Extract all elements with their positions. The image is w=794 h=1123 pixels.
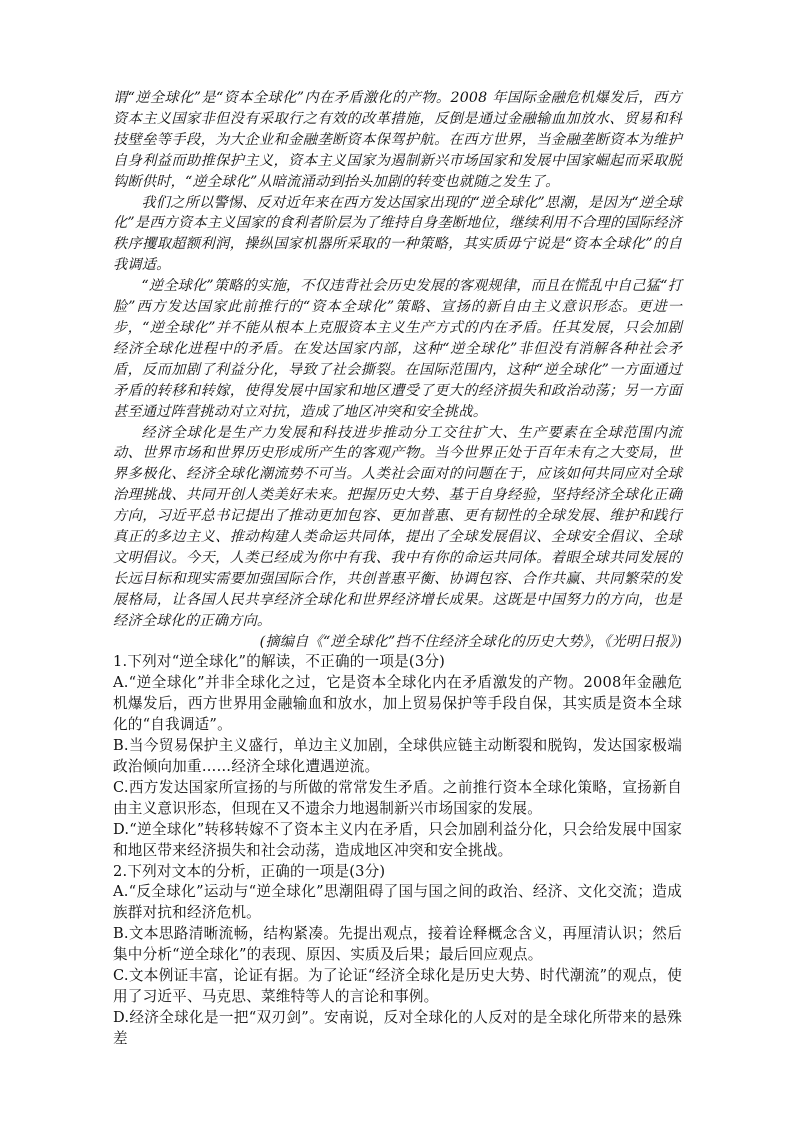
reading-passage [113,88,682,652]
passage-paragraph-4: 经济全球化是生产力发展和科技进步推动分工交往扩大、生产要素在全球范围内流动、世界市场和世界历史形成所产生的客观产物。当今世界正处于百年未有之大变局，世界多极化、经济全球化潮流势不可当。人类社会面对的问题在于，应该如何共同应对全球治理挑战、共同开创人类美好未来。把握历史大势、基于自身经验，坚持经济全球化正确方向，习近平总书记提出了推动更加包容、更加普惠、更有韧性的全球发展、维护和践行真正的多边主义、推动构建人类命运共同体，提出了全球发展倡议、全球安全倡议、全球文明倡议。今天，人类已经成为你中有我、我中有你的命运共同体。着眼全球共同发展的长远目标和现实需要加强国际合作，共创普惠平衡、协调包容、合作共赢、共同繁荣的发展格局，让各国人民共享经济全球化和世界经济增长成果。这既是中国努力的方向，也是经济全球化的正确方向。 [113,424,682,629]
question-2-option-d: D.经济全球化是一把“双刃剑”。安南说，反对全球化的人反对的是全球化所带来的悬殊差 [113,1008,682,1047]
passage-attribution: (摘编自《“逆全球化”挡不住经济全球化的历史大势》，《光明日报》) [259,633,682,650]
question-1-option-c: C.西方发达国家所宣扬的与所做的常常发生矛盾。之前推行资本全球化策略，宣扬新自由主义意识形态，但现在又不遗余力地遏制新兴市场国家的发展。 [113,778,682,817]
passage-paragraph-3: “逆全球化”策略的实施，不仅违背社会历史发展的客观规律，而且在慌乱中自己猛“打脸”西方发达国家此前推行的“资本全球化”策略、宣扬的新自由主义意识形态。更进一步，“逆全球化”并不能从根本上克服资本主义生产方式的内在矛盾。任其发展，只会加剧经济全球化进程中的矛盾。在发达国家内部，这种“逆全球化”非但没有消解各种社会矛盾，反而加剧了利益分化，导致了社会撕裂。在国际范围内，这种“逆全球化”一方面通过矛盾的转移和转嫁，使得发展中国家和地区遭受了更大的经济损失和政治动荡；另一方面甚至通过阵营挑动对立对抗，造成了地区冲突和安全挑战。 [113,278,682,420]
question-1-stem: 1.下列对“逆全球化”的解读，不正确的一项是(3分) [113,653,446,671]
question-2-option-c: C.文本例证丰富，论证有据。为了论证“经济全球化是历史大势、时代潮流”的观点，使用了习近平、马克思、菜维特等人的言论和事例。 [113,967,682,1005]
question-1-option-d: D.“逆全球化”转移转嫁不了资本主义内在矛盾，只会加剧利益分化，只会给发展中国家和地区带来经济损失和社会动荡，造成地区冲突和安全挑战。 [113,820,682,859]
passage-paragraph-2: 我们之所以警惕、反对近年来在西方发达国家出现的“逆全球化”思潮，是因为“逆全球化”是西方资本主义国家的食利者阶层为了维持自身垄断地位，继续利用不合理的国际经济秩序攫取超额利润，操纵国家机器所采取的一种策略，其实质毋宁说是“资本全球化”的自我调适。 [113,194,682,274]
question-2-stem: 2.下列对文本的分析，正确的一项是(3分) [113,862,386,880]
question-2-option-a: A.“反全球化”运动与“逆全球化”思潮阻碍了国与国之间的政治、经济、文化交流；造成族群对抗和经济危机。 [113,883,682,922]
question-1-option-a: A.“逆全球化”并非全球化之过，它是资本全球化内在矛盾激发的产物。2008年金融危机爆发后，西方世界用金融输血和放水，加上贸易保护等手段自保，其实质是资本全球化的“自我调适”。 [113,674,682,734]
question-1-option-b: B.当今贸易保护主义盛行，单边主义加剧，全球供应链主动断裂和脱钩，发达国家极端政治倾向加重……经济全球化遭遇逆流。 [113,737,682,775]
questions-section [113,652,682,1049]
passage-paragraph-1: 谓“逆全球化”是“资本全球化”内在矛盾激化的产物。2008 年国际金融危机爆发后，西方资本主义国家非但没有采取行之有效的改革措施，反倒是通过金融输血加放水、贸易和科技壁垒等手段，为大企业和金融垄断资本保驾护航。在西方世界，当金融垄断资本为维护自身利益而助推保护主义，资本主义国家为遏制新兴市场国家和发展中国家崛起而采取脱钩断供时，“逆全球化”从暗流涌动到抬头加剧的转变也就随之发生了。 [113,90,682,190]
question-2-option-b: B.文本思路清晰流畅，结构紧凑。先提出观点，接着诠释概念含义，再厘清认识；然后集中分析“逆全球化”的表现、原因、实质及后果；最后回应观点。 [113,925,682,964]
